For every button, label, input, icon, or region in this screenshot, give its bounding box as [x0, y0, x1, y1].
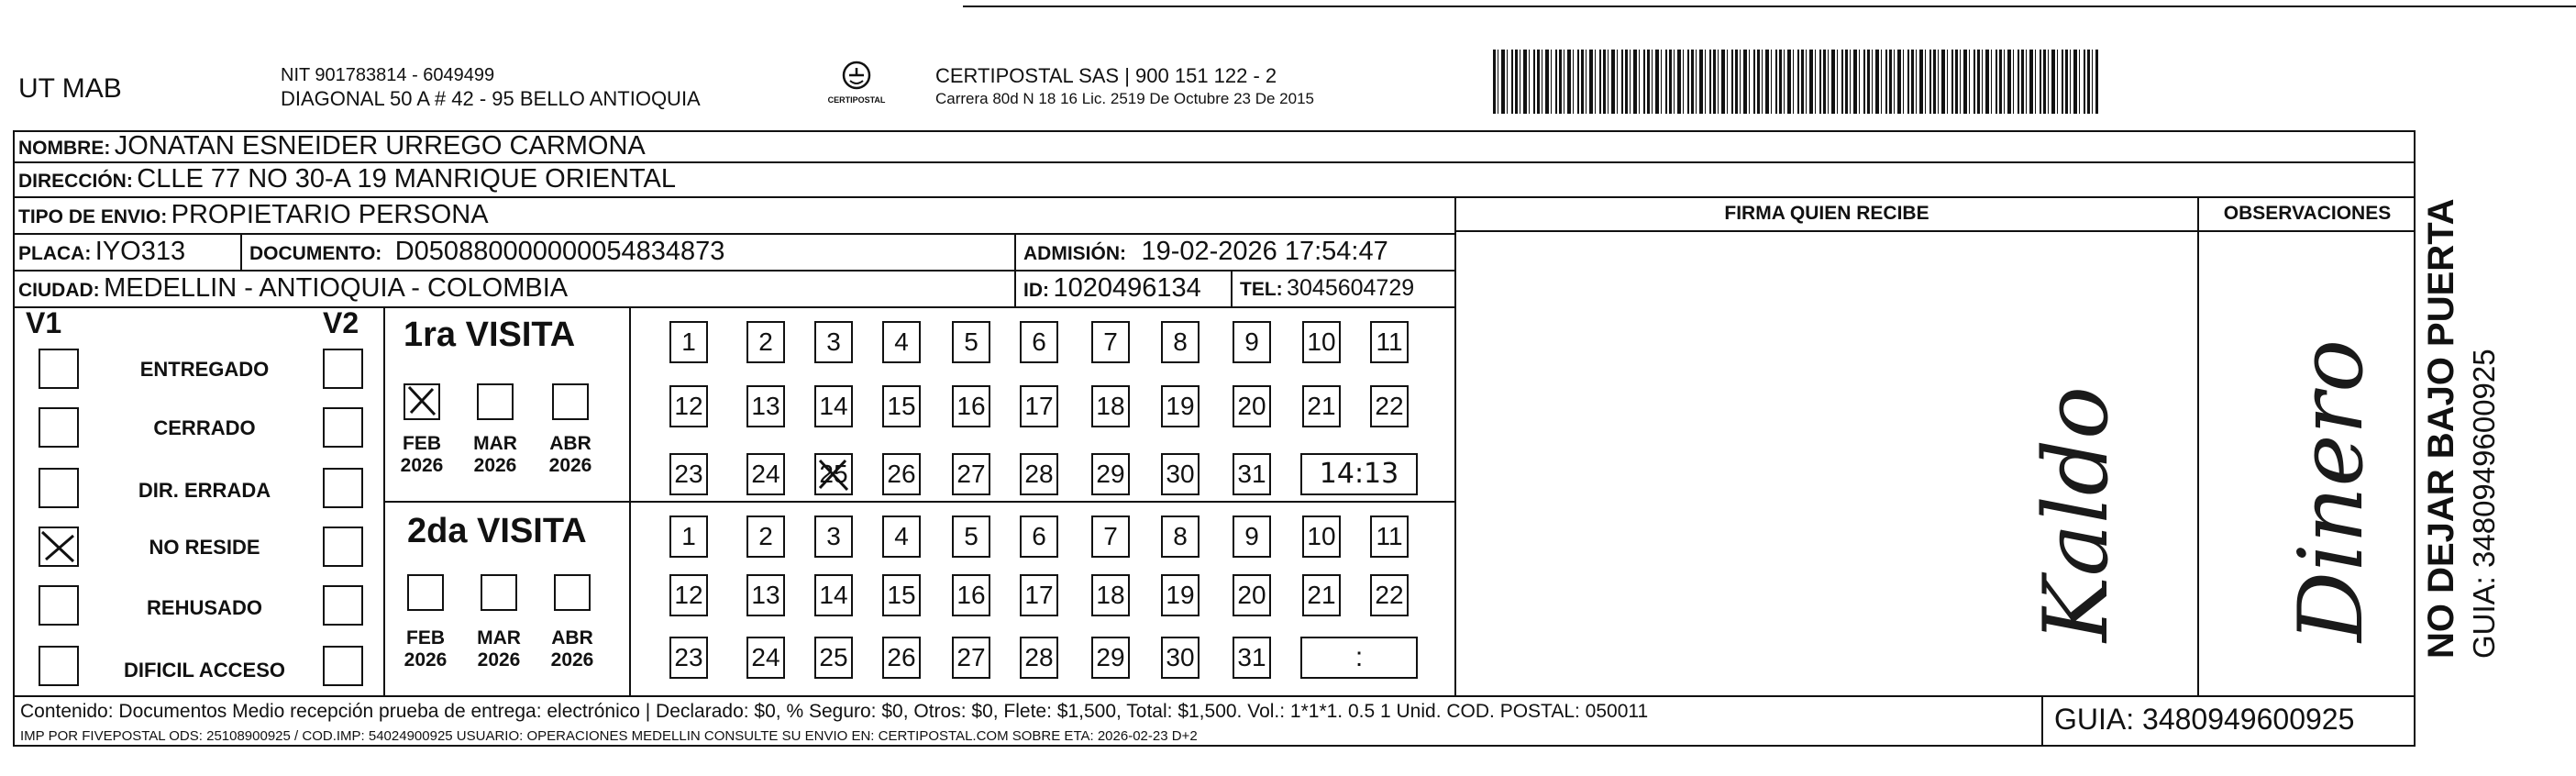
visita1-day-14[interactable]: 14 — [814, 385, 853, 427]
observation-handwriting: Dinero — [2280, 339, 2383, 642]
visita1-feb-checkbox[interactable] — [404, 383, 440, 420]
visita1-day-4[interactable]: 4 — [882, 321, 921, 363]
visita1-day-23[interactable]: 23 — [669, 453, 708, 495]
visita1-day-25[interactable]: 25 — [814, 453, 853, 495]
visita1-day-7[interactable]: 7 — [1091, 321, 1130, 363]
direccion-value: CLLE 77 NO 30-A 19 MANRIQUE ORIENTAL — [137, 164, 677, 194]
visita2-day-4[interactable]: 4 — [882, 515, 921, 558]
status-rehusado: REHUSADO — [147, 596, 262, 619]
visita1-day-30[interactable]: 30 — [1161, 453, 1200, 495]
visita2-day-16[interactable]: 16 — [952, 574, 990, 616]
placa-row — [18, 237, 185, 267]
visita2-day-6[interactable]: 6 — [1020, 515, 1058, 558]
visita2-day-28[interactable]: 28 — [1020, 637, 1058, 679]
visita2-time[interactable]: : — [1300, 637, 1418, 679]
top-edge-line — [963, 6, 2576, 7]
visita1-day-2[interactable]: 2 — [746, 321, 785, 363]
visita2-month-abr: ABR 2026 — [550, 627, 594, 671]
v1-dir-errada-checkbox[interactable] — [39, 468, 79, 508]
footer-guia: GUIA: 3480949600925 — [2054, 703, 2355, 736]
tipo-label: TIPO DE ENVIO: — [18, 206, 168, 227]
v1-label: V1 — [26, 306, 62, 339]
visita1-day-24[interactable]: 24 — [746, 453, 785, 495]
visita2-day-9[interactable]: 9 — [1233, 515, 1271, 558]
visita2-day-29[interactable]: 29 — [1091, 637, 1130, 679]
visita2-day-19[interactable]: 19 — [1161, 574, 1200, 616]
admision-divider-line — [1014, 233, 1016, 306]
months-divider-line — [629, 306, 631, 695]
check-mark-icon — [39, 527, 79, 567]
ciudad-row — [18, 273, 568, 304]
v1-dificil-acceso-checkbox[interactable] — [39, 646, 79, 686]
ciudad-value: MEDELLIN - ANTIOQUIA - COLOMBIA — [104, 273, 569, 303]
visita2-month-feb: FEB 2026 — [404, 627, 448, 671]
visita1-day-3[interactable]: 3 — [814, 321, 853, 363]
visita2-day-18[interactable]: 18 — [1091, 574, 1130, 616]
visit-divider-line — [385, 501, 1456, 503]
visita1-month-abr: ABR 2026 — [548, 433, 592, 476]
visita1-day-15[interactable]: 15 — [882, 385, 921, 427]
cross-mark-icon — [814, 453, 853, 495]
visita1-day-12[interactable]: 12 — [669, 385, 708, 427]
signature-handwriting: Kaldo — [2025, 386, 2128, 642]
visita1-day-9[interactable]: 9 — [1233, 321, 1271, 363]
company-code: UT MAB — [18, 73, 122, 104]
tel-label: TEL: — [1240, 279, 1283, 300]
v1-entregado-checkbox[interactable] — [39, 349, 79, 389]
obs-left-line — [2197, 196, 2199, 695]
row-line — [13, 270, 1456, 272]
address-line: DIAGONAL 50 A # 42 - 95 BELLO ANTIOQUIA — [281, 87, 701, 110]
direccion-row — [18, 164, 676, 194]
placa-value: IYO313 — [94, 237, 186, 266]
visita1-day-1[interactable]: 1 — [669, 321, 708, 363]
visita2-day-14[interactable]: 14 — [814, 574, 853, 616]
visita2-feb-checkbox[interactable] — [407, 574, 444, 611]
v2-no-reside-checkbox[interactable] — [323, 527, 363, 567]
v2-cerrado-checkbox[interactable] — [323, 407, 363, 448]
row-line — [13, 161, 2416, 163]
visita1-day-17[interactable]: 17 — [1020, 385, 1058, 427]
visita1-day-22[interactable]: 22 — [1370, 385, 1409, 427]
visita1-month-mar: MAR 2026 — [473, 433, 517, 476]
visita2-day-3[interactable]: 3 — [814, 515, 853, 558]
firma-header: FIRMA QUIEN RECIBE — [1724, 203, 1929, 224]
v1-no-reside-checkbox[interactable] — [39, 527, 79, 567]
tipo-row — [18, 200, 489, 230]
v2-rehusado-checkbox[interactable] — [323, 585, 363, 626]
visita2-day-26[interactable]: 26 — [882, 637, 921, 679]
visita2-mar-checkbox[interactable] — [481, 574, 517, 611]
documento-value: D050880000000054834873 — [394, 237, 725, 266]
visita2-day-25[interactable]: 25 — [814, 637, 853, 679]
visita1-day-13[interactable]: 13 — [746, 385, 785, 427]
nombre-label: NOMBRE: — [18, 138, 111, 159]
visita2-day-20[interactable]: 20 — [1233, 574, 1271, 616]
visita1-month-feb: FEB 2026 — [400, 433, 444, 476]
visita1-title: 1ra VISITA — [404, 316, 576, 354]
v2-dir-errada-checkbox[interactable] — [323, 468, 363, 508]
visita1-mar-checkbox[interactable] — [477, 383, 514, 420]
footer-line2: IMP POR FIVEPOSTAL ODS: 25108900925 / COD.IMP: 54024900925 USUARIO: OPERACIONES MEDELLIN CONSULTE SU ENVIO EN: CERTIPOSTAL.COM SOBRE ETA: 2026-02-23 D+2 — [20, 728, 1198, 744]
status-no-reside: NO RESIDE — [149, 536, 260, 559]
visita1-day-11[interactable]: 11 — [1370, 321, 1409, 363]
visita2-day-30[interactable]: 30 — [1161, 637, 1200, 679]
visita2-day-17[interactable]: 17 — [1020, 574, 1058, 616]
visita1-day-29[interactable]: 29 — [1091, 453, 1130, 495]
nombre-row — [18, 131, 646, 161]
visita2-day-13[interactable]: 13 — [746, 574, 785, 616]
v1-cerrado-checkbox[interactable] — [39, 407, 79, 448]
footer-line1: Contenido: Documentos Medio recepción prueba de entrega: electrónico | Declarado: $0, % Seguro: $0, Otros: $0, Flete: $1,500, Total: $1,500. Vol.: 1*1*1. 0.5 1 Unid. COD. POSTAL: 050011 — [20, 701, 1649, 722]
direccion-label: DIRECCIÓN: — [18, 171, 133, 192]
visita1-abr-checkbox[interactable] — [552, 383, 589, 420]
status-dificil-acceso: DIFICIL ACCESO — [123, 659, 285, 682]
observaciones-header: OBSERVACIONES — [2223, 203, 2392, 224]
visita1-day-31[interactable]: 31 — [1233, 453, 1271, 495]
visita1-day-18[interactable]: 18 — [1091, 385, 1130, 427]
tel-divider-line — [1231, 270, 1233, 306]
tel-value: 3045604729 — [1287, 275, 1415, 301]
ciudad-label: CIUDAD: — [18, 280, 100, 301]
visita2-day-21[interactable]: 21 — [1302, 574, 1341, 616]
footer-top-line — [13, 695, 2416, 697]
visita1-day-26[interactable]: 26 — [882, 453, 921, 495]
v2-dificil-acceso-checkbox[interactable] — [323, 646, 363, 686]
id-label: ID: — [1023, 280, 1049, 301]
visita1-day-6[interactable]: 6 — [1020, 321, 1058, 363]
visita1-day-19[interactable]: 19 — [1161, 385, 1200, 427]
visita1-day-27[interactable]: 27 — [952, 453, 990, 495]
status-entregado: ENTREGADO — [139, 358, 270, 381]
certipostal-line1: CERTIPOSTAL SAS | 900 151 122 - 2 — [935, 64, 1277, 87]
visita2-day-8[interactable]: 8 — [1161, 515, 1200, 558]
visita1-day-16[interactable]: 16 — [952, 385, 990, 427]
admision-value: 19-02-2026 17:54:47 — [1141, 237, 1388, 266]
visita1-day-5[interactable]: 5 — [952, 321, 990, 363]
v2-label: V2 — [323, 306, 359, 339]
barcode — [1493, 50, 2098, 114]
status-divider-line — [383, 306, 385, 695]
visita2-title: 2da VISITA — [407, 512, 587, 550]
visita2-abr-checkbox[interactable] — [554, 574, 591, 611]
visita2-day-2[interactable]: 2 — [746, 515, 785, 558]
visita2-day-5[interactable]: 5 — [952, 515, 990, 558]
placa-label: PLACA: — [18, 243, 92, 264]
visita1-day-8[interactable]: 8 — [1161, 321, 1200, 363]
v2-entregado-checkbox[interactable] — [323, 349, 363, 389]
visita2-day-12[interactable]: 12 — [669, 574, 708, 616]
visita1-day-21[interactable]: 21 — [1302, 385, 1341, 427]
tel-row — [1240, 275, 1414, 302]
tipo-value: PROPIETARIO PERSONA — [171, 200, 489, 229]
row-line — [13, 233, 1456, 235]
logo-text: CERTIPOSTAL — [827, 95, 886, 105]
admision-label: ADMISIÓN: — [1023, 243, 1126, 264]
visita2-day-22[interactable]: 22 — [1370, 574, 1409, 616]
visita2-day-11[interactable]: 11 — [1370, 515, 1409, 558]
certipostal-logo — [816, 57, 897, 112]
visita2-day-31[interactable]: 31 — [1233, 637, 1271, 679]
id-row — [1023, 273, 1201, 304]
visita2-day-23[interactable]: 23 — [669, 637, 708, 679]
row-line — [1456, 230, 2416, 232]
visita2-day-1[interactable]: 1 — [669, 515, 708, 558]
visita1-day-28[interactable]: 28 — [1020, 453, 1058, 495]
row-line — [13, 196, 2416, 198]
status-dir-errada: DIR. ERRADA — [138, 479, 271, 502]
admision-row — [1023, 237, 1388, 267]
visita2-day-27[interactable]: 27 — [952, 637, 990, 679]
visita2-day-10[interactable]: 10 — [1302, 515, 1341, 558]
row-line — [13, 306, 1456, 308]
documento-label: DOCUMENTO: — [249, 243, 382, 264]
footer-guia-line — [2041, 695, 2043, 747]
documento-row — [249, 237, 724, 267]
certipostal-line2: Carrera 80d N 18 16 Lic. 2519 De Octubre 23 De 2015 — [935, 90, 1314, 107]
id-value: 1020496134 — [1053, 273, 1201, 303]
nit-line: NIT 901783814 - 6049499 — [281, 65, 495, 85]
side-guia: GUIA: 3480949600925 — [2467, 349, 2501, 659]
status-cerrado: CERRADO — [153, 416, 256, 439]
visita2-month-mar: MAR 2026 — [477, 627, 521, 671]
visita1-time[interactable]: 14:13 — [1300, 453, 1418, 495]
visita2-day-24[interactable]: 24 — [746, 637, 785, 679]
firma-left-line — [1454, 196, 1456, 695]
visita2-day-15[interactable]: 15 — [882, 574, 921, 616]
visita1-day-10[interactable]: 10 — [1302, 321, 1341, 363]
check-mark-icon — [404, 383, 440, 420]
placa-divider-line — [240, 233, 242, 270]
visita1-day-20[interactable]: 20 — [1233, 385, 1271, 427]
visita2-day-7[interactable]: 7 — [1091, 515, 1130, 558]
side-warning: NO DEJAR BAJO PUERTA — [2421, 198, 2461, 659]
nombre-value: JONATAN ESNEIDER URREGO CARMONA — [114, 131, 646, 161]
v1-rehusado-checkbox[interactable] — [39, 585, 79, 626]
